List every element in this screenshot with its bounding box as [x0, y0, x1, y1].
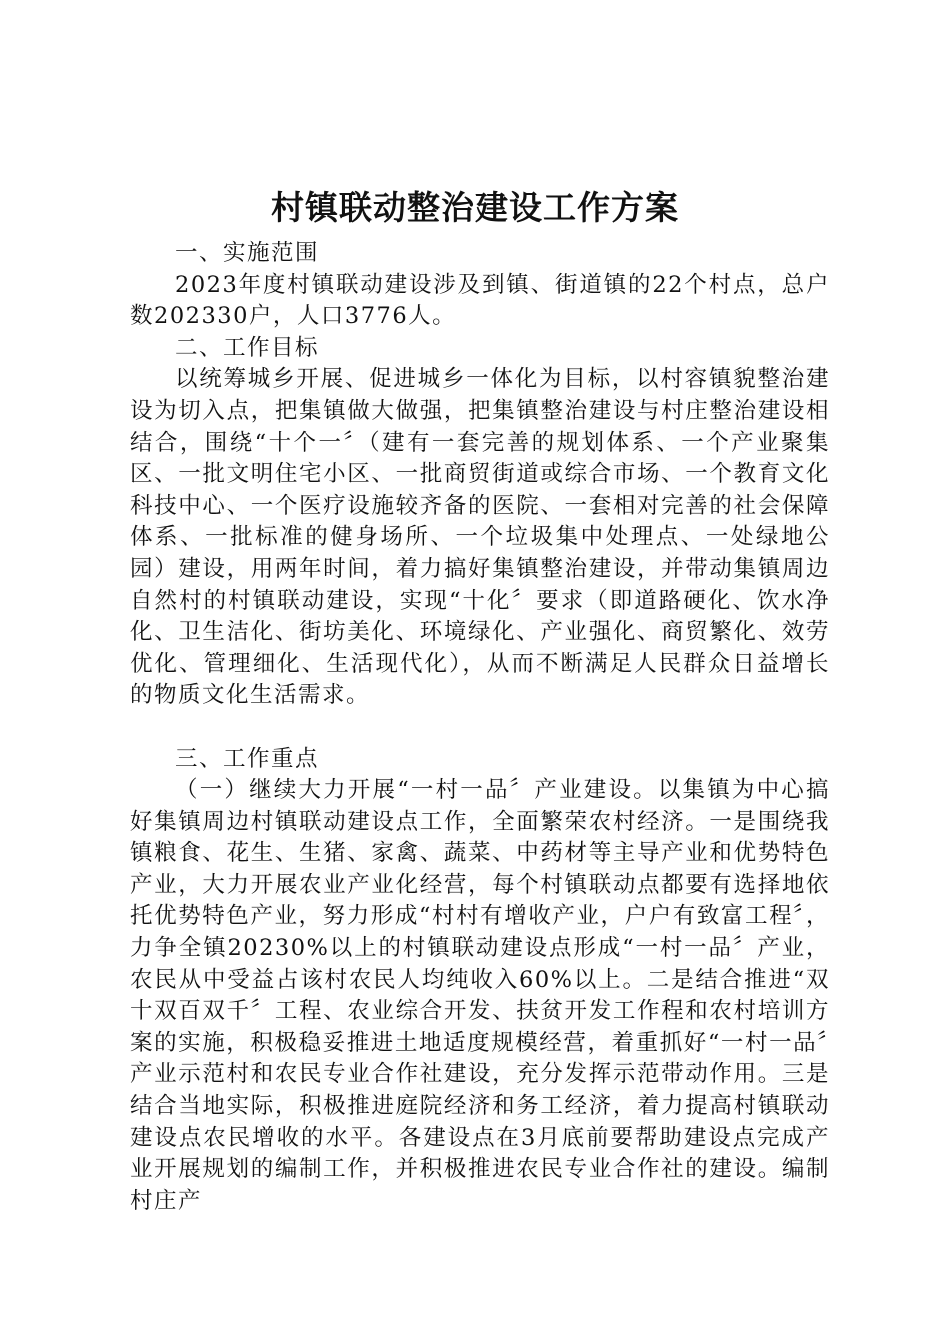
section-heading-goals: 二、工作目标 [175, 334, 320, 361]
section-heading-scope: 一、实施范围 [175, 240, 320, 266]
document-body [130, 238, 830, 1217]
paragraph-scope: 2023年度村镇联动建设涉及到镇、街道镇的22个村点，总户数202330户，人口3776人。 [130, 271, 830, 330]
section-heading-focus: 三、工作重点 [175, 745, 320, 772]
paragraph-goals: 以统筹城乡开展、促进城乡一体化为目标，以村容镇貌整治建设为切入点，把集镇做大做强，把集镇整治建设与村庄整治建设相结合，围绕“十个一〞（建有一套完善的规划体系、一个产业聚集区、一批文明住宅小区、一批商贸街道或综合市场、一个教育文化科技中心、一个医疗设施较齐备的医院、一套相对完善的社会保障体系、一批标准的健身场所、一个垃圾集中处理点、一处绿地公园）建设，用两年时间，着力搞好集镇整治建设，并带动集镇周边自然村的村镇联动建设，实现“十化〞要求（即道路硬化、饮水净化、卫生洁化、街坊美化、环境绿化、产业强化、商贸繁化、效劳优化、管理细化、生活现代化），从而不断满足人民群众日益增长的物质文化生活需求。 [130, 366, 830, 709]
paragraph-focus-1: （一）继续大力开展“一村一品〞产业建设。以集镇为中心搞好集镇周边村镇联动建设点工作，全面繁荣农村经济。一是围绕我镇粮食、花生、生猪、家禽、蔬菜、中药材等主导产业和优势特色产业，大力开展农业产业化经营，每个村镇联动点都要有选择地依托优势特色产业，努力形成“村村有增收产业，户户有致富工程〞，力争全镇20230%以上的村镇联动建设点形成“一村一品〞产业，农民从中受益占该村农民人均纯收入60%以上。二是结合推进“双十双百双千〞工程、农业综合开发、扶贫开发工作程和农村培训方案的实施，积极稳妥推进土地适度规模经营，着重抓好“一村一品〞产业示范村和农民专业合作社建设，充分发挥示范带动作用。三是结合当地实际，积极推进庭院经济和务工经济，着力提高村镇联动建设点农民增收的水平。各建设点在3月底前要帮助建设点完成产业开展规划的编制工作，并积极推进农民专业合作社的建设。编制村庄产 [130, 777, 830, 1214]
document-title: 村镇联动整治建设工作方案 [271, 188, 679, 227]
